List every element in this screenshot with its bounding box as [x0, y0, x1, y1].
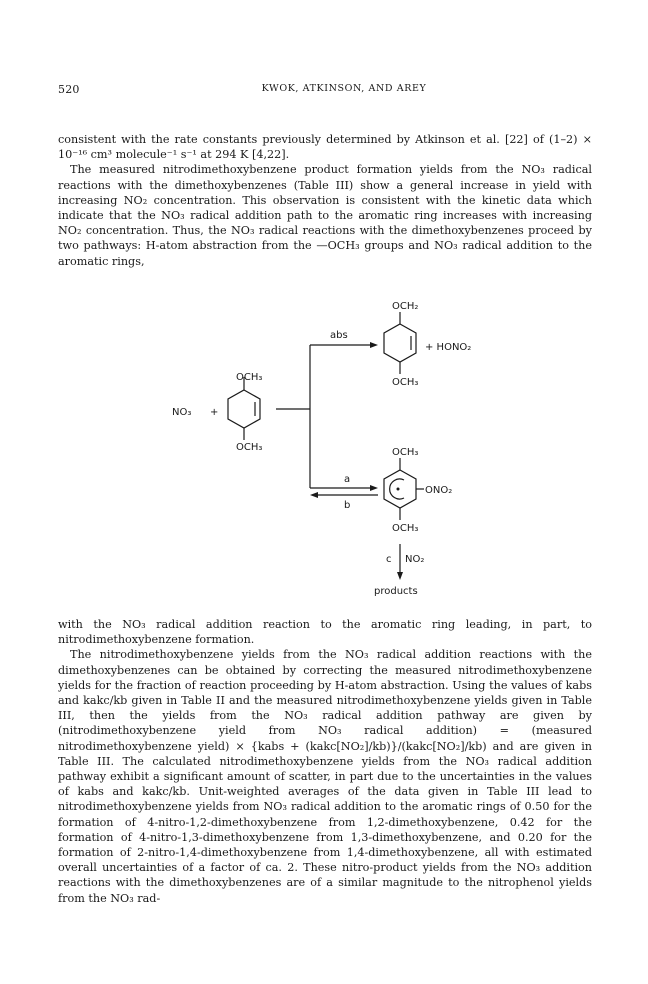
running-head: KWOK, ATKINSON, AND AREY — [261, 83, 427, 94]
adduct-bottom-substituent: OCH₃ — [392, 523, 419, 534]
dimethoxybenzene-ring — [228, 377, 260, 440]
a-label: a — [344, 474, 351, 485]
paragraph-body: The measured nitrodimethoxybenzene product formation yields from the NO₃ radical reactions with the dimethoxybenzenes (Table III) show a general increase in yield with increasing NO₂ concentration. This observation is consistent with the kinetic data which indicate that the NO₃ radical addition path to the aromatic ring increases with increasing NO₂ concentration. Thus, the NO₃ radical reactions with the dimethoxybenzenes proceed by two pathways: H-atom abstraction from the —OCH₃ groups and NO₃ radical addition to the aromatic rings, — [58, 163, 592, 268]
abs-label: abs — [330, 330, 348, 341]
reactant-no3-label: NO₃ — [172, 407, 192, 418]
paragraph-before-scheme — [58, 132, 592, 269]
paragraph-body: The nitrodimethoxybenzene yields from the NO₃ radical addition reactions with the dimethoxybenzenes can be obtained by correcting the measured nitrodimethoxybenzene yields for the fraction of reaction proceeding by H-atom abstraction. Using the values of kabs and kakc/kb given in Table II and the measured nitrodimethoxybenzene yields given in Table III, then the yields from the NO₃ radical addition pathway are given by (nitrodimethoxybenzene yield from NO₃ radical addition) = (measured nitrodimethoxybenzene yield) × {kabs + (kakc[NO₂]/kb)}/(kakc[NO₂]/kb) and are given in Table III. The calculated nitrodimethoxybenzene yields from the NO₃ radical addition pathway exhibit a significant amount of scatter, in part due to the uncertainties in the values of kabs and kakc/kb. Unit-weighted averages of the data given in Table III lead to nitrodimethoxybenzene yields from NO₃ radical addition to the aromatic rings of 0.50 for the formation of 4-nitro-1,2-dimethoxybenzene from 1,2-dimethoxybenzene, 0.42 for the formation of 4-nitro-1,3-dimethoxybenzene from 1,3-dimethoxybenzene, and 0.20 for the formation of 2-nitro-1,4-dimethoxybenzene from 1,4-dimethoxybenzene, all with estimated overall uncertainties of a factor of ca. 2. These nitro-product yields from the NO₃ addition reactions with the dimethoxybenzenes are of a similar magnitude to the nitrophenol yields from the NO₃ rad- — [58, 648, 592, 905]
reactant-top-substituent: OCH₃ — [236, 372, 263, 383]
c-reagent-no2: NO₂ — [405, 554, 425, 565]
paragraph-lead: consistent with the rate constants previously determined by Atkinson et al. [22] of (1–2) × 10⁻¹⁶ cm³ molecule⁻¹ s⁻¹ at 294 K [4,22]. — [58, 133, 592, 162]
abstraction-product-ring — [384, 312, 416, 374]
c-label: c — [386, 554, 392, 565]
paragraph-after-scheme — [58, 617, 592, 906]
b-label: b — [344, 500, 351, 511]
reactant-bottom-substituent: OCH₃ — [236, 442, 263, 453]
paragraph-lead: with the NO₃ radical addition reaction to the aromatic ring leading, in part, to nitrodimethoxybenzene formation. — [58, 618, 592, 647]
adduct-top-substituent: OCH₃ — [392, 447, 419, 458]
product-bottom-substituent: OCH₃ — [392, 377, 419, 388]
reaction-scheme — [0, 290, 648, 620]
products-label: products — [374, 586, 418, 597]
adduct-side-substituent: ONO₂ — [425, 485, 453, 496]
adduct-ring — [384, 458, 424, 520]
product-top-substituent: OCH₂ — [392, 301, 419, 312]
page-number: 520 — [58, 83, 80, 96]
plus-sign: + — [210, 407, 219, 418]
hono2-coproduct: + HONO₂ — [425, 342, 472, 353]
